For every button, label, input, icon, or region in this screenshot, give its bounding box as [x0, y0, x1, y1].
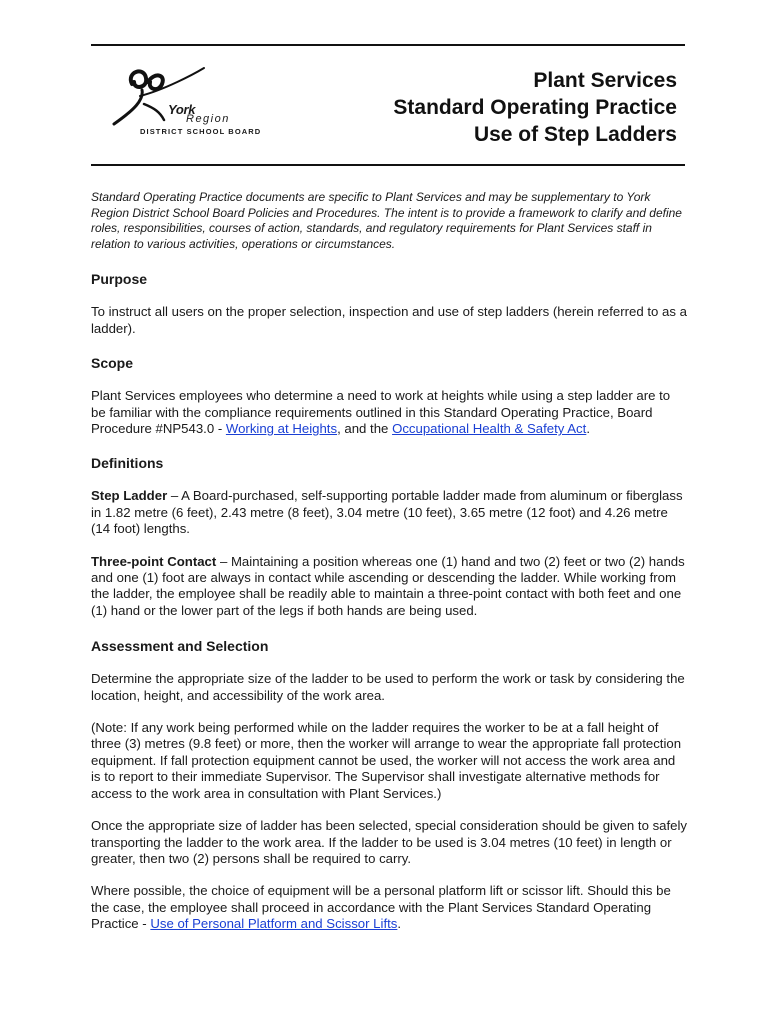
definition-term: Step Ladder: [91, 488, 168, 504]
definition-step-ladder: [91, 488, 687, 537]
title-line-2: Standard Operating Practice: [393, 96, 677, 119]
definition-term: Three-point Contact: [91, 553, 217, 569]
ohs-act-link[interactable]: Occupational Health & Safety Act: [392, 421, 587, 436]
document-title: [393, 67, 677, 148]
logo-board-text: DISTRICT SCHOOL BOARD: [140, 127, 262, 136]
assessment-paragraph-3: Once the appropriate size of ladder has been selected, special consideration should be given to safely transporting the ladder to the work area. If the ladder to be used is 3.04 metres (10 feet) in length or greater, then two (2) persons shall be required to carry.: [91, 818, 688, 866]
assessment-last-text-start: Where possible, the choice of equipment will be a personal platform lift or scissor lift. Should this be the case, the employee shall proceed in accordance with the Plant Services Standard Operating Practice -: [91, 883, 671, 932]
assessment-last-text-end: .: [397, 916, 402, 932]
scope-text-end: .: [586, 421, 590, 436]
title-line-3: Use of Step Ladders: [473, 123, 677, 146]
definition-three-point-contact: [91, 554, 687, 620]
purpose-text: To instruct all users on the proper selection, inspection and use of step ladders (herein referred to as a ladder).: [91, 304, 687, 336]
scope-text: [91, 388, 687, 437]
scope-heading: Scope: [91, 355, 134, 372]
logo-region-text: Region: [186, 113, 230, 125]
york-region-logo: [104, 60, 262, 144]
assessment-heading: Assessment and Selection: [91, 638, 269, 655]
header-bottom-rule: [91, 164, 685, 166]
assessment-paragraph-1: Determine the appropriate size of the ladder to be used to perform the work or task by considering the location, height, and accessibility of the work area.: [91, 671, 685, 703]
working-at-heights-link[interactable]: Working at Heights: [225, 421, 338, 436]
document-body: [91, 190, 687, 933]
personal-platform-lifts-link[interactable]: Use of Personal Platform and Scissor Lifts: [150, 916, 398, 932]
title-line-1: Plant Services: [533, 69, 677, 92]
assessment-note: (Note: If any work being performed while on the ladder requires the worker to be at a fall height of three (3) metres (9.8 feet) or more, then the worker will arrange to wear the appropriate fall protection equipment. If fall protection equipment cannot be used, the worker will not access the work area and is to report to their immediate Supervisor. The Supervisor shall investigate alternative methods for access to the work area in consultation with Plant Services.): [91, 720, 682, 801]
definition-text: – Maintaining a position whereas one (1) hand and two (2) feet or two (2) hands and one (1) foot are always in contact while ascending or descending the ladder. While working from the ladder, the employee shall be readily able to maintain a three-point contact with both feet and one (1) hand or the lower part of the legs if both hands are being used.: [91, 553, 685, 618]
scope-text-middle: , and the: [337, 421, 393, 436]
header-top-rule: [91, 44, 685, 46]
definition-text: – A Board-purchased, self-supporting portable ladder made from aluminum or fiberglass in 1.82 metre (6 feet), 2.43 metre (8 feet), 3.04 metre (10 feet), 3.65 metre (12 foot) and 4.26 metre (14 foot) lengths.: [91, 488, 683, 537]
purpose-heading: Purpose: [91, 271, 148, 288]
scope-text-start: Plant Services employees who determine a need to work at heights while using a step ladder are to be familiar with the compliance requirements outlined in this Standard Operating Practice, Board Procedure #NP543.0 -: [91, 388, 671, 436]
assessment-paragraph-4: [91, 883, 687, 932]
logo-york-text: York: [168, 102, 196, 117]
definitions-heading: Definitions: [91, 455, 164, 472]
intro-paragraph: Standard Operating Practice documents are specific to Plant Services and may be supplementary to York Region District School Board Policies and Procedures. The intent is to provide a framework to clarify and define roles, responsibilities, courses of action, standards, and regulatory requirements for Plant Services staff in relation to various activities, operations or circumstances.: [91, 190, 682, 251]
